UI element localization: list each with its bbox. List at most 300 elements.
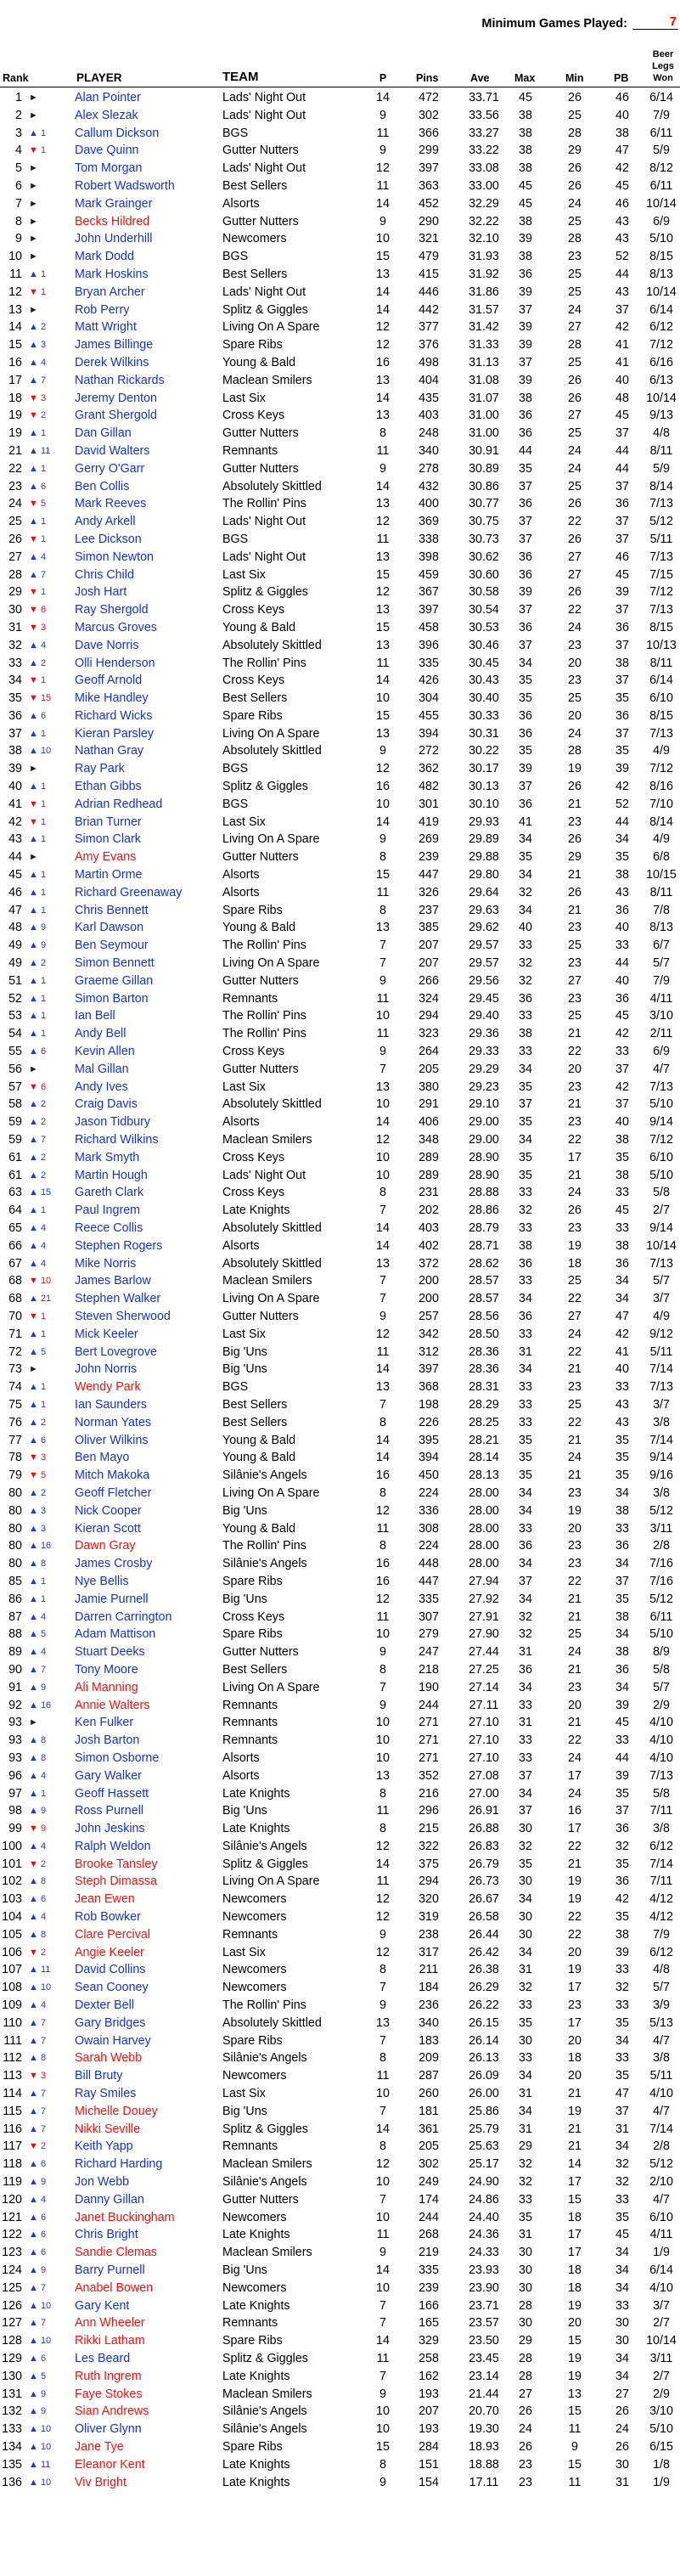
table-row	[0, 1025, 680, 1043]
table-row	[0, 2067, 680, 2085]
team-name: Best Sellers	[222, 1415, 288, 1429]
rank-cell: 14	[8, 320, 22, 335]
rank-cell: 88	[8, 1627, 22, 1642]
beer-legs-cell: 4/10	[649, 1733, 673, 1748]
pins-cell: 237	[419, 903, 439, 917]
personal-best-cell: 42	[615, 1892, 629, 1907]
movement-up-icon: ▲ 7	[29, 2282, 47, 2293]
table-row	[0, 1113, 680, 1131]
played-cell: 11	[376, 126, 390, 140]
table-row	[0, 1873, 680, 1891]
team-name: Silânie's Angels	[222, 2051, 307, 2066]
max-cell: 28	[519, 2369, 532, 2383]
table-row	[0, 2015, 680, 2032]
rank-cell: 70	[8, 1309, 22, 1323]
beer-legs-cell: 8/11	[649, 885, 673, 899]
rank-cell: 28	[8, 567, 22, 582]
max-cell: 33	[519, 1186, 532, 1200]
movement-down-icon: ▼ 1	[29, 816, 47, 827]
team-name: Maclean Smilers	[222, 1133, 312, 1147]
minimum-games-value[interactable]: 7	[632, 15, 678, 30]
rank-cell: 48	[8, 921, 22, 935]
beer-legs-cell: 7/13	[649, 603, 673, 617]
personal-best-cell: 33	[615, 1963, 629, 1977]
pins-cell: 284	[419, 2439, 439, 2454]
max-cell: 34	[519, 2104, 532, 2118]
team-name: Living On A Spare	[222, 956, 320, 971]
beer-legs-cell: 9/14	[649, 1221, 673, 1235]
player-name: Amy Evans	[75, 850, 137, 865]
beer-legs-cell: 5/10	[649, 1168, 673, 1182]
table-row	[0, 884, 680, 902]
personal-best-cell: 35	[615, 1910, 629, 1925]
table-row	[0, 230, 680, 248]
average-cell: 30.45	[469, 656, 499, 670]
team-name: Alsorts	[222, 196, 260, 211]
table-row	[0, 1908, 680, 1926]
beer-legs-cell: 5/11	[649, 1344, 673, 1359]
pins-cell: 207	[419, 956, 439, 971]
team-name: Absolutely Skittled	[222, 1256, 322, 1271]
personal-best-cell: 43	[615, 1397, 629, 1412]
player-name: Angie Keeler	[75, 1945, 144, 1959]
played-cell: 11	[376, 443, 390, 458]
beer-legs-cell: 5/10	[649, 232, 673, 246]
table-row	[0, 1485, 680, 1502]
min-cell: 25	[568, 1397, 582, 1412]
max-cell: 33	[519, 1750, 532, 1765]
personal-best-cell: 34	[615, 2263, 629, 2278]
min-cell: 22	[568, 1839, 582, 1853]
max-cell: 33	[519, 1397, 532, 1412]
min-cell: 26	[568, 391, 582, 405]
average-cell: 30.91	[469, 443, 499, 458]
max-cell: 32	[519, 2157, 532, 2172]
rank-cell: 107	[2, 1963, 22, 1977]
rank-cell: 79	[8, 1468, 22, 1483]
pins-cell: 348	[419, 1133, 439, 1147]
header-player: PLAYER	[76, 71, 122, 84]
rank-cell: 85	[8, 1574, 22, 1588]
table-row	[0, 1432, 680, 1450]
player-name: Stuart Deeks	[75, 1645, 145, 1660]
beer-legs-cell: 3/8	[653, 1485, 670, 1500]
max-cell: 37	[519, 479, 532, 493]
rank-cell: 119	[3, 2175, 22, 2190]
rank-cell: 43	[8, 832, 22, 847]
rank-cell: 89	[8, 1645, 22, 1660]
rank-cell: 67	[8, 1256, 22, 1271]
played-cell: 13	[376, 1768, 390, 1783]
movement-up-icon: ▲ 1	[29, 1593, 47, 1604]
rank-cell: 80	[8, 1521, 22, 1536]
movement-same-icon: ►	[29, 216, 38, 227]
min-cell: 27	[568, 1309, 582, 1323]
table-row	[0, 1609, 680, 1626]
max-cell: 33	[519, 1998, 532, 2013]
standings-table	[0, 89, 680, 2491]
movement-up-icon: ▲ 3	[29, 1505, 47, 1516]
pins-cell: 296	[419, 1804, 439, 1818]
player-name: Mark Dodd	[75, 250, 134, 264]
min-cell: 25	[568, 939, 582, 953]
played-cell: 7	[379, 1292, 386, 1306]
table-row	[0, 2121, 680, 2139]
beer-legs-cell: 4/11	[649, 2228, 673, 2242]
team-name: Splitz & Giggles	[222, 2352, 308, 2365]
pins-cell: 479	[419, 250, 439, 264]
average-cell: 28.71	[469, 1238, 499, 1253]
beer-legs-cell: 10/14	[646, 391, 677, 405]
table-row	[0, 937, 680, 955]
team-name: The Rollin' Pins	[222, 656, 306, 670]
min-cell: 19	[568, 2298, 582, 2313]
min-cell: 22	[568, 603, 582, 617]
rank-cell: 21	[8, 443, 22, 458]
played-cell: 7	[379, 2192, 386, 2207]
max-cell: 38	[519, 126, 532, 140]
min-cell: 21	[568, 868, 582, 882]
pins-cell: 264	[419, 1045, 439, 1059]
team-name: Absolutely Skittled	[222, 1221, 322, 1235]
average-cell: 27.00	[469, 1786, 499, 1801]
beer-legs-cell: 5/8	[653, 1662, 670, 1677]
played-cell: 14	[376, 1238, 390, 1253]
max-cell: 34	[519, 656, 532, 670]
min-cell: 21	[568, 1716, 582, 1730]
personal-best-cell: 33	[615, 1998, 629, 2013]
beer-legs-cell: 3/10	[649, 1009, 673, 1023]
max-cell: 23	[519, 2457, 532, 2472]
table-row	[0, 284, 680, 302]
player-name: Dave Norris	[75, 638, 139, 652]
average-cell: 28.21	[469, 1433, 499, 1447]
average-cell: 28.00	[469, 1503, 499, 1518]
movement-up-icon: ▲ 9	[29, 922, 47, 933]
team-name: Young & Bald	[222, 1451, 296, 1465]
rank-cell: 72	[8, 1344, 22, 1359]
movement-up-icon: ▲ 16	[29, 1541, 52, 1552]
table-row	[0, 619, 680, 637]
player-name: Ralph Weldon	[75, 1839, 151, 1853]
beer-legs-cell: 8/15	[649, 250, 673, 264]
table-row	[0, 778, 680, 796]
team-name: Silânie's Angels	[222, 2422, 307, 2437]
movement-same-icon: ►	[29, 110, 38, 121]
movement-up-icon: ▲ 1	[29, 127, 47, 138]
max-cell: 31	[519, 2228, 532, 2242]
beer-legs-cell: 8/16	[649, 780, 673, 794]
rank-cell: 100	[2, 1839, 22, 1853]
min-cell: 17	[568, 2175, 582, 2190]
average-cell: 23.90	[469, 2280, 499, 2295]
max-cell: 34	[519, 1786, 532, 1801]
beer-legs-cell: 4/10	[649, 2087, 673, 2101]
pins-cell: 239	[419, 850, 439, 865]
rank-cell: 41	[8, 797, 22, 811]
max-cell: 24	[519, 2422, 532, 2437]
average-cell: 28.90	[469, 1168, 499, 1182]
pins-cell: 323	[419, 1027, 439, 1041]
min-cell: 18	[568, 2051, 582, 2066]
personal-best-cell: 37	[615, 515, 629, 529]
movement-up-icon: ▲ 1	[29, 1011, 47, 1022]
pins-cell: 294	[419, 1009, 439, 1023]
team-name: BGS	[222, 762, 249, 776]
pins-cell: 455	[419, 708, 439, 723]
pins-cell: 205	[419, 2139, 439, 2154]
min-cell: 26	[568, 585, 582, 600]
movement-same-icon: ►	[29, 93, 38, 103]
personal-best-cell: 44	[615, 443, 629, 458]
player-name: Mark Reeves	[75, 497, 147, 511]
beer-legs-cell: 5/10	[649, 1097, 673, 1112]
team-name: Newcomers	[222, 2069, 287, 2083]
pins-cell: 419	[419, 815, 439, 829]
table-row	[0, 1838, 680, 1856]
pins-cell: 472	[419, 91, 439, 104]
rank-cell: 49	[8, 956, 22, 971]
personal-best-cell: 37	[615, 1574, 629, 1588]
pins-cell: 447	[419, 868, 439, 882]
player-name: Simon Osborne	[75, 1750, 160, 1765]
beer-legs-cell: 9/16	[649, 1468, 673, 1483]
movement-down-icon: ▼ 1	[29, 286, 47, 297]
max-cell: 36	[519, 797, 532, 811]
pins-cell: 216	[419, 1786, 439, 1801]
table-row	[0, 142, 680, 160]
team-name: Best Sellers	[222, 691, 288, 706]
pins-cell: 403	[419, 409, 439, 423]
movement-up-icon: ▲ 11	[29, 445, 51, 456]
rank-cell: 132	[2, 2404, 22, 2419]
played-cell: 7	[379, 1062, 386, 1076]
pins-cell: 403	[419, 1221, 439, 1235]
beer-legs-cell: 4/7	[653, 2033, 670, 2048]
player-name: Mike Handley	[75, 691, 149, 706]
average-cell: 23.14	[469, 2369, 499, 2383]
pins-cell: 193	[419, 2387, 439, 2401]
average-cell: 29.10	[469, 1097, 499, 1112]
team-name: Splitz & Giggles	[222, 1857, 308, 1871]
player-name: Andy Arkell	[75, 515, 136, 529]
movement-up-icon: ▲ 11	[29, 1964, 51, 1976]
max-cell: 31	[519, 1344, 532, 1359]
min-cell: 21	[568, 1168, 582, 1182]
table-row	[0, 655, 680, 673]
personal-best-cell: 42	[615, 1327, 629, 1341]
max-cell: 30	[519, 2033, 532, 2048]
personal-best-cell: 35	[615, 2015, 629, 2030]
movement-up-icon: ▲ 7	[29, 1135, 47, 1146]
table-row	[0, 1643, 680, 1661]
team-name: Gutter Nutters	[222, 426, 299, 441]
personal-best-cell: 39	[615, 1945, 629, 1959]
average-cell: 28.57	[469, 1274, 499, 1288]
average-cell: 29.88	[469, 850, 499, 865]
movement-up-icon: ▲ 1	[29, 870, 47, 881]
average-cell: 28.00	[469, 1521, 499, 1536]
movement-down-icon: ▼ 1	[29, 1311, 47, 1322]
average-cell: 30.22	[469, 744, 499, 758]
movement-up-icon: ▲ 9	[29, 2177, 47, 2188]
personal-best-cell: 40	[615, 373, 629, 387]
average-cell: 26.79	[469, 1857, 499, 1871]
table-row	[0, 178, 680, 195]
personal-best-cell: 37	[615, 302, 629, 317]
average-cell: 28.00	[469, 1485, 499, 1500]
min-cell: 22	[568, 515, 582, 529]
max-cell: 36	[519, 567, 532, 582]
table-row	[0, 1344, 680, 1361]
player-name: Ann Wheeler	[75, 2316, 145, 2331]
average-cell: 28.31	[469, 1380, 499, 1395]
average-cell: 28.88	[469, 1186, 499, 1200]
pins-cell: 307	[419, 1609, 439, 1624]
player-name: Gerry O'Garr	[75, 461, 145, 476]
table-row	[0, 2262, 680, 2280]
played-cell: 9	[379, 744, 386, 758]
max-cell: 36	[519, 1539, 532, 1553]
average-cell: 30.77	[469, 497, 499, 511]
played-cell: 13	[376, 1256, 390, 1271]
max-cell: 38	[519, 161, 532, 176]
player-name: Oliver Wilkins	[75, 1433, 149, 1447]
rank-cell: 57	[8, 1079, 22, 1094]
rank-cell: 25	[8, 515, 22, 529]
pins-cell: 432	[419, 479, 439, 493]
player-name: Andy Ives	[75, 1079, 128, 1094]
max-cell: 37	[519, 638, 532, 652]
table-row	[0, 1326, 680, 1344]
rank-cell: 80	[8, 1485, 22, 1500]
pins-cell: 326	[419, 885, 439, 899]
player-name: Paul Ingrem	[75, 1203, 141, 1218]
pins-cell: 397	[419, 161, 439, 176]
team-name: Big 'Uns	[222, 1362, 267, 1377]
average-cell: 26.73	[469, 1874, 499, 1889]
max-cell: 26	[519, 2439, 532, 2454]
played-cell: 7	[379, 1274, 386, 1288]
team-name: Gutter Nutters	[222, 973, 299, 988]
played-cell: 12	[376, 1892, 390, 1907]
team-name: Remnants	[222, 2316, 278, 2331]
movement-up-icon: ▲ 9	[29, 2265, 47, 2276]
played-cell: 14	[376, 1433, 390, 1447]
played-cell: 12	[376, 515, 390, 529]
beer-legs-cell: 7/9	[653, 108, 670, 122]
player-name: Geoff Fletcher	[75, 1485, 152, 1500]
played-cell: 13	[376, 1079, 390, 1094]
average-cell: 30.58	[469, 585, 499, 600]
average-cell: 30.40	[469, 691, 499, 706]
personal-best-cell: 34	[615, 1627, 629, 1642]
team-name: Young & Bald	[222, 620, 296, 634]
table-row	[0, 919, 680, 937]
table-row	[0, 742, 680, 760]
played-cell: 8	[379, 1963, 386, 1977]
max-cell: 36	[519, 708, 532, 723]
rank-cell: 37	[8, 726, 22, 741]
rank-cell: 2	[15, 108, 22, 122]
rank-cell: 10	[8, 250, 22, 264]
table-row	[0, 1767, 680, 1785]
played-cell: 10	[376, 2210, 390, 2224]
min-cell: 25	[568, 267, 582, 281]
team-name: Lads' Night Out	[222, 550, 306, 564]
min-cell: 24	[568, 726, 582, 741]
table-row	[0, 1802, 680, 1820]
player-name: Lee Dickson	[75, 532, 142, 546]
player-name: Gary Kent	[75, 2298, 130, 2313]
played-cell: 12	[376, 1945, 390, 1959]
beer-legs-cell: 7/13	[649, 497, 673, 511]
played-cell: 11	[376, 1609, 390, 1624]
player-name: Rikki Latham	[75, 2334, 145, 2348]
team-name: Spare Ribs	[222, 338, 283, 352]
max-cell: 35	[519, 1168, 532, 1182]
movement-up-icon: ▲ 7	[29, 2088, 47, 2100]
min-cell: 23	[568, 815, 582, 829]
team-name: Remnants	[222, 991, 278, 1006]
played-cell: 13	[376, 921, 390, 935]
beer-legs-cell: 4/12	[649, 1892, 673, 1907]
player-name: Bill Bruty	[75, 2069, 123, 2083]
movement-up-icon: ▲ 5	[29, 2370, 47, 2382]
max-cell: 38	[519, 1027, 532, 1041]
max-cell: 34	[519, 2069, 532, 2083]
player-name: Jason Tidbury	[75, 1115, 151, 1130]
played-cell: 11	[376, 885, 390, 899]
min-cell: 19	[568, 1892, 582, 1907]
pins-cell: 219	[419, 2246, 439, 2260]
personal-best-cell: 38	[615, 1645, 629, 1660]
table-row	[0, 195, 680, 213]
pins-cell: 209	[419, 2051, 439, 2066]
movement-up-icon: ▲ 2	[29, 1152, 47, 1163]
personal-best-cell: 33	[615, 2051, 629, 2066]
played-cell: 15	[376, 708, 390, 723]
team-name: Gutter Nutters	[222, 1062, 299, 1076]
beer-legs-cell: 8/9	[653, 1645, 670, 1660]
beer-legs-cell: 4/10	[649, 2280, 673, 2295]
rank-cell: 134	[2, 2439, 22, 2454]
personal-best-cell: 34	[615, 2369, 629, 2383]
personal-best-cell: 42	[615, 320, 629, 335]
player-name: Geoff Arnold	[75, 674, 143, 688]
average-cell: 29.62	[469, 921, 499, 935]
min-cell: 23	[568, 1680, 582, 1694]
average-cell: 24.36	[469, 2228, 499, 2242]
average-cell: 27.10	[469, 1733, 499, 1748]
min-cell: 26	[568, 91, 582, 104]
player-name: Stephen Rogers	[75, 1238, 163, 1253]
max-cell: 33	[519, 1274, 532, 1288]
rank-cell: 102	[2, 1874, 22, 1889]
player-name: Richard Greenaway	[75, 885, 183, 899]
beer-legs-cell: 2/7	[653, 2369, 670, 2383]
pins-cell: 415	[419, 267, 439, 281]
max-cell: 32	[519, 2175, 532, 2190]
played-cell: 7	[379, 2298, 386, 2313]
min-cell: 21	[568, 1609, 582, 1624]
table-row	[0, 2244, 680, 2262]
table-row	[0, 372, 680, 390]
player-name: Adam Mattison	[75, 1627, 156, 1642]
rank-cell: 122	[2, 2228, 22, 2242]
rank-cell: 75	[8, 1397, 22, 1412]
pins-cell: 268	[419, 2228, 439, 2242]
